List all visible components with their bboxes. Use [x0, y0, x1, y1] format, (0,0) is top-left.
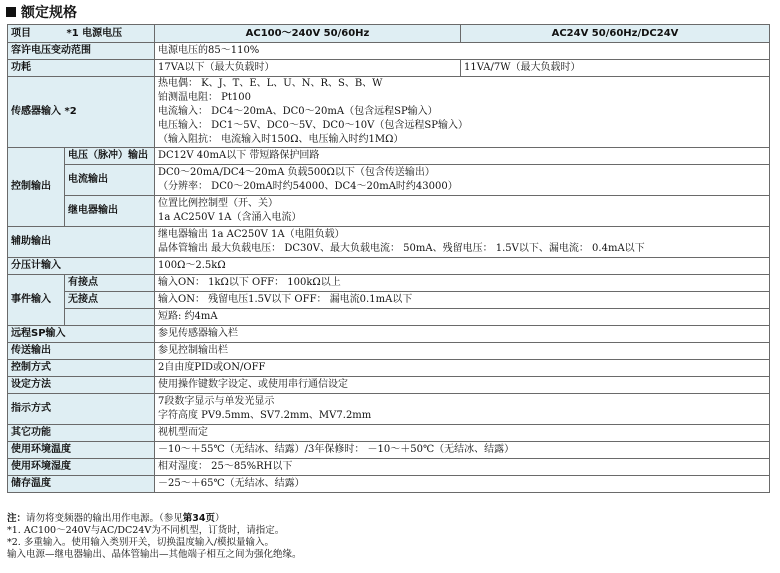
row-label: 使用环境温度	[8, 442, 155, 459]
sensor-line: 热电偶： K、J、T、E、L、U、N、R、S、B、W	[158, 78, 383, 89]
note-tail: ）	[215, 513, 225, 524]
row-value: 2自由度PID或ON/OFF	[155, 360, 770, 377]
row-value: 电源电压的85～110%	[155, 43, 770, 60]
row-value: 100Ω～2.5kΩ	[155, 258, 770, 275]
sub-label: 无接点	[65, 292, 155, 309]
row-value: 17VA以下（最大负载时）	[155, 60, 461, 77]
table-row	[8, 227, 770, 258]
row-label: 储存温度	[8, 476, 155, 493]
square-bullet-icon	[6, 7, 16, 17]
header-col2: AC24V 50/60Hz/DC24V	[461, 25, 770, 43]
table-row	[8, 292, 770, 309]
table-row	[8, 309, 770, 326]
sub-label: 有接点	[65, 275, 155, 292]
aux-line: 继电器输出 1a AC250V 1A（电阻负载）	[158, 229, 345, 240]
row-label: 设定方法	[8, 377, 155, 394]
section-title	[6, 2, 77, 22]
relay-line: 1a AC250V 1A（含涌入电流）	[158, 212, 302, 223]
sensor-line: 电流输入： DC4～20mA、DC0～20mA（包含远程SP输入）	[158, 106, 438, 117]
table-row	[8, 165, 770, 196]
table-row	[8, 148, 770, 165]
table-row	[8, 476, 770, 493]
row-label: 控制输出	[8, 148, 65, 227]
table-row	[8, 343, 770, 360]
row-label: 使用环境湿度	[8, 459, 155, 476]
note-head: 注：	[7, 513, 27, 524]
row-value: 使用操作键数字设定、或使用串行通信设定	[155, 377, 770, 394]
spec-table	[7, 24, 770, 493]
row-label: 控制方式	[8, 360, 155, 377]
note-page-ref: 第34页	[182, 513, 216, 524]
row-label: 远程SP输入	[8, 326, 155, 343]
row-value: 相对湿度： 25～85%RH以下	[155, 459, 770, 476]
row-value	[155, 196, 770, 227]
header-item-cell	[8, 25, 155, 43]
table-row	[8, 77, 770, 148]
table-row	[8, 196, 770, 227]
header-row	[8, 25, 770, 43]
table-row	[8, 60, 770, 77]
sensor-line: （输入阻抗： 电流输入时150Ω、电压输入时约1MΩ）	[158, 134, 404, 145]
section-title-text: 额定规格	[21, 5, 77, 21]
row-label: 事件输入	[8, 275, 65, 326]
row-label: 传送输出	[8, 343, 155, 360]
sub-label: 电压（脉冲）输出	[65, 148, 155, 165]
row-label: 功耗	[8, 60, 155, 77]
row-label: 容许电压变动范围	[8, 43, 155, 60]
table-row	[8, 394, 770, 425]
row-value: －25～＋65℃（无结冰、结露）	[155, 476, 770, 493]
table-row	[8, 275, 770, 292]
row-value	[155, 394, 770, 425]
display-line: 7段数字显示与单发光显示	[158, 396, 275, 407]
row-value: 视机型而定	[155, 425, 770, 442]
table-row	[8, 459, 770, 476]
row-value	[155, 165, 770, 196]
row-value: DC12V 40mA以下 带短路保护回路	[155, 148, 770, 165]
row-value: 输入ON： 1kΩ以下 OFF： 100kΩ以上	[155, 275, 770, 292]
row-label: 传感器输入 *2	[8, 77, 155, 148]
current-line: DC0～20mA/DC4～20mA 负载500Ω以下（包含传送输出）	[158, 167, 435, 178]
row-value: 11VA/7W（最大负载时）	[461, 60, 770, 77]
current-line: （分辨率： DC0～20mA时约54000、DC4～20mA时约43000）	[158, 181, 458, 192]
table-row	[8, 377, 770, 394]
row-label: 分压计输入	[8, 258, 155, 275]
header-item-label: 项目	[11, 27, 31, 39]
aux-line: 晶体管输出 最大负载电压： DC30V、最大负载电流： 50mA、残留电压： 1.5V以下、漏电流： 0.4mA以下	[158, 243, 645, 254]
header-col1: AC100～240V 50/60Hz	[155, 25, 461, 43]
note-line: *1. AC100～240V与AC/DC24V为不同机型，订货时，请指定。	[7, 525, 285, 536]
relay-line: 位置比例控制型（开、关）	[158, 198, 278, 209]
row-value: －10～＋55℃（无结冰、结露）/3年保修时： －10～＋50℃（无结冰、结露）	[155, 442, 770, 459]
table-row	[8, 326, 770, 343]
row-label: 辅助输出	[8, 227, 155, 258]
note-text: 请勿将变频器的输出用作电源。（参见	[26, 513, 183, 524]
note-line: 输入电源—继电器输出、晶体管输出—其他端子相互之间为强化绝缘。	[7, 549, 302, 560]
row-value: 参见传感器输入栏	[155, 326, 770, 343]
header-power-label: *1 电源电压	[66, 27, 123, 39]
sub-label-empty	[65, 309, 155, 326]
sub-label: 继电器输出	[65, 196, 155, 227]
sub-label: 电流输出	[65, 165, 155, 196]
table-row	[8, 258, 770, 275]
row-value	[155, 227, 770, 258]
row-label: 其它功能	[8, 425, 155, 442]
row-label: 指示方式	[8, 394, 155, 425]
sensor-line: 电压输入： DC1～5V、DC0～5V、DC0～10V（包含远程SP输入）	[158, 120, 468, 131]
table-row	[8, 425, 770, 442]
table-row	[8, 43, 770, 60]
note-line	[7, 513, 773, 525]
sensor-line: 铂测温电阻： Pt100	[158, 92, 252, 103]
row-value: 输入ON： 残留电压1.5V以下 OFF： 漏电流0.1mA以下	[155, 292, 770, 309]
table-row	[8, 442, 770, 459]
footnotes	[7, 513, 773, 561]
note-line: *2. 多重输入。使用输入类别开关，切换温度输入/模拟量输入。	[7, 537, 275, 548]
row-value	[155, 77, 770, 148]
row-value: 参见控制输出栏	[155, 343, 770, 360]
table-row	[8, 360, 770, 377]
row-value: 短路: 约4mA	[155, 309, 770, 326]
display-line: 字符高度 PV9.5mm、SV7.2mm、MV7.2mm	[158, 410, 372, 421]
